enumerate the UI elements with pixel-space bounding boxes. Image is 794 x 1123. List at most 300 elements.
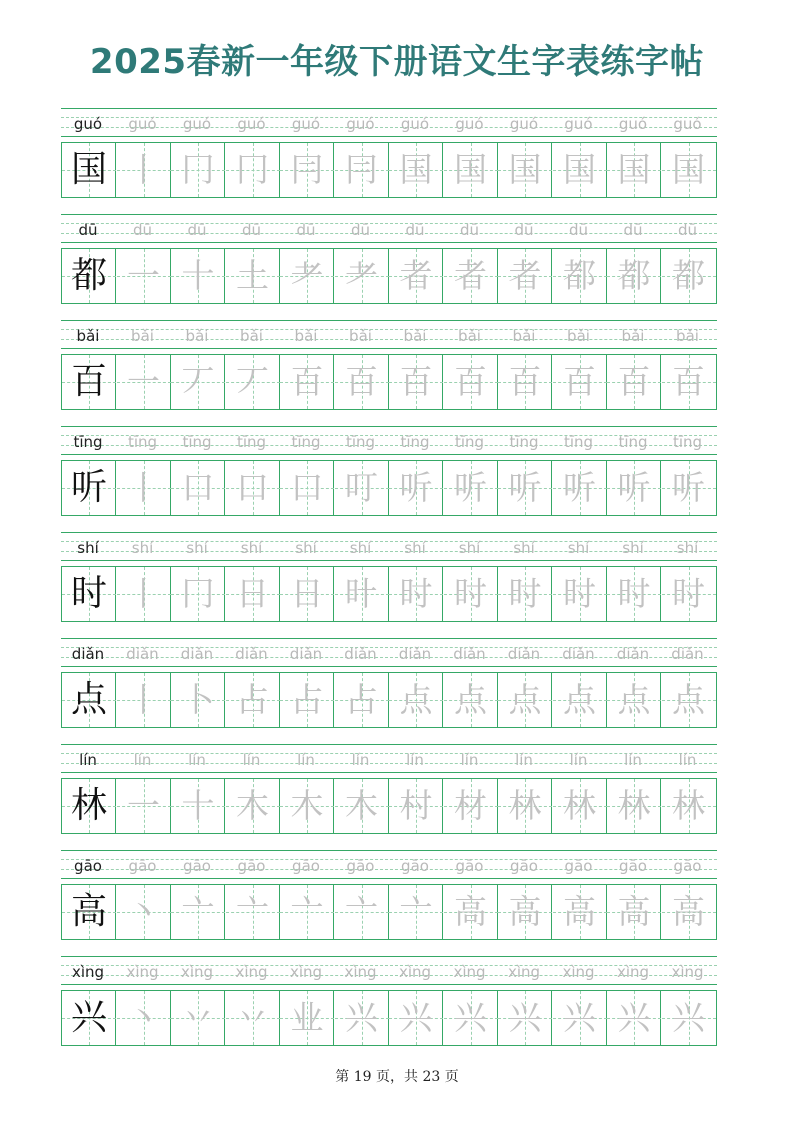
stroke-order-step: 兴 <box>454 998 487 1037</box>
model-cell <box>62 143 116 197</box>
stroke-order-step: 高 <box>672 892 705 931</box>
stroke-order-step: 丷 <box>236 998 269 1037</box>
practice-cell[interactable] <box>117 461 171 515</box>
pinyin-trace: tīng <box>618 433 648 451</box>
stroke-order-step: 亠 <box>345 892 378 931</box>
pinyin-label: tīng <box>73 433 103 451</box>
pinyin-trace: lín <box>678 751 697 769</box>
pinyin-trace: tīng <box>345 433 376 451</box>
stroke-order-step: 占 <box>345 680 378 719</box>
pinyin-trace: dū <box>296 221 316 239</box>
stroke-order-step: 百 <box>454 362 487 401</box>
practice-cell[interactable] <box>171 991 225 1045</box>
stroke-order-step: 卜 <box>181 680 215 719</box>
stroke-order-step: 时 <box>399 574 433 613</box>
practice-cell[interactable] <box>444 143 498 197</box>
stroke-order-step: 叮 <box>345 468 378 507</box>
stroke-order-step: 点 <box>563 680 596 719</box>
pinyin-trace: diǎn <box>507 645 541 663</box>
pinyin-trace: tīng <box>182 433 212 451</box>
pinyin-guide-line <box>61 984 717 985</box>
practice-cell[interactable] <box>389 249 443 303</box>
stroke-order-step: 兴 <box>508 998 542 1037</box>
practice-cell[interactable] <box>280 461 334 515</box>
practice-cell[interactable] <box>335 673 389 727</box>
practice-cell[interactable] <box>226 991 280 1045</box>
stroke-order-step: 者 <box>454 256 487 295</box>
stroke-order-step: 丨 <box>127 680 160 719</box>
stroke-order-step: 兴 <box>399 998 433 1037</box>
practice-cell[interactable] <box>389 567 443 621</box>
pinyin-trace: dū <box>405 221 425 239</box>
pinyin-trace: diǎn <box>671 645 704 663</box>
stroke-order-step: 者 <box>399 256 433 295</box>
practice-cell[interactable] <box>335 461 389 515</box>
stroke-order-step: 国 <box>508 150 542 189</box>
practice-cell[interactable] <box>389 885 443 939</box>
pinyin-trace: tīng <box>236 433 267 451</box>
practice-cell[interactable] <box>335 991 389 1045</box>
stroke-order-step: 冂 <box>181 150 215 189</box>
pinyin-label: diǎn <box>71 645 105 663</box>
pinyin-trace: lín <box>188 751 206 769</box>
stroke-order-step: 百 <box>563 362 596 401</box>
pinyin-guide-line <box>61 454 717 455</box>
pinyin-trace: tīng <box>291 433 321 451</box>
practice-cell[interactable] <box>607 355 661 409</box>
stroke-order-step: 林 <box>672 786 705 825</box>
model-character: 高 <box>70 891 107 932</box>
stroke-order-step: 冂 <box>236 150 269 189</box>
pinyin-trace: bǎi <box>512 327 536 345</box>
stroke-order-step: 高 <box>508 892 542 931</box>
practice-cell[interactable] <box>498 567 552 621</box>
practice-cell[interactable] <box>335 567 389 621</box>
practice-cell[interactable] <box>607 567 661 621</box>
practice-cell[interactable] <box>117 249 171 303</box>
practice-cell[interactable] <box>662 143 716 197</box>
practice-cell[interactable] <box>171 461 225 515</box>
practice-cell[interactable] <box>171 249 225 303</box>
page-number: 第 19 页，共 23 页 <box>335 1069 459 1085</box>
pinyin-trace: diǎn <box>616 645 650 663</box>
practice-cell[interactable] <box>117 355 171 409</box>
practice-cell[interactable] <box>553 249 607 303</box>
practice-cell[interactable] <box>444 249 498 303</box>
stroke-order-step: 日 <box>236 574 269 613</box>
practice-cell[interactable] <box>662 885 716 939</box>
practice-cell[interactable] <box>117 779 171 833</box>
pinyin-trace: xìng <box>671 963 704 981</box>
pinyin-label: shí <box>77 539 99 557</box>
pinyin-trace: shí <box>186 539 208 557</box>
pinyin-trace: gāo <box>455 857 484 875</box>
pinyin-trace: bǎi <box>676 327 699 345</box>
pinyin-trace: gāo <box>673 857 702 875</box>
pinyin-trace: dū <box>187 221 207 239</box>
pinyin-trace: bǎi <box>131 327 154 345</box>
practice-cell[interactable] <box>444 779 498 833</box>
stroke-order-step: 百 <box>617 362 651 401</box>
pinyin-trace: bǎi <box>621 327 645 345</box>
pinyin-trace: diǎn <box>562 645 595 663</box>
stroke-order-step: 点 <box>617 680 651 719</box>
practice-cell[interactable] <box>171 143 225 197</box>
practice-cell[interactable] <box>280 249 334 303</box>
pinyin-trace: tīng <box>509 433 539 451</box>
stroke-order-step: 都 <box>672 256 705 295</box>
stroke-order-step: 时 <box>672 574 705 613</box>
practice-cell[interactable] <box>553 673 607 727</box>
stroke-order-step: 林 <box>617 786 651 825</box>
practice-cell[interactable] <box>226 143 280 197</box>
pinyin-guide-line <box>61 320 717 321</box>
practice-cell[interactable] <box>662 673 716 727</box>
practice-cell[interactable] <box>444 461 498 515</box>
stroke-order-step: 点 <box>508 680 542 719</box>
stroke-order-step: 旪 <box>345 574 378 613</box>
pinyin-guide-line <box>61 666 717 667</box>
pinyin-trace: guó <box>182 115 212 133</box>
stroke-order-step: 材 <box>454 786 487 825</box>
pinyin-label: bǎi <box>76 327 100 345</box>
practice-cell[interactable] <box>662 779 716 833</box>
practice-cell[interactable] <box>662 991 716 1045</box>
practice-cell[interactable] <box>662 355 716 409</box>
stroke-order-step: 高 <box>454 892 487 931</box>
practice-cell[interactable] <box>117 567 171 621</box>
pinyin-guide-line <box>61 772 717 773</box>
practice-row <box>61 426 717 532</box>
practice-cell[interactable] <box>553 885 607 939</box>
pinyin-trace: bǎi <box>349 327 372 345</box>
practice-row <box>61 320 717 426</box>
stroke-order-step: 林 <box>508 786 542 825</box>
stroke-order-step: 木 <box>345 786 378 825</box>
stroke-order-step: 亠 <box>236 892 269 931</box>
practice-cell[interactable] <box>226 779 280 833</box>
pinyin-trace: gāo <box>237 857 266 875</box>
pinyin-trace: diǎn <box>344 645 377 663</box>
pinyin-trace: dū <box>677 221 698 239</box>
pinyin-trace: guó <box>618 115 648 133</box>
practice-cell[interactable] <box>117 143 171 197</box>
pinyin-trace: xìng <box>398 963 432 981</box>
model-character: 点 <box>70 679 107 720</box>
pinyin-trace: lín <box>569 751 588 769</box>
pinyin-trace: diǎn <box>398 645 432 663</box>
pinyin-trace: bǎi <box>458 327 481 345</box>
practice-cell[interactable] <box>498 673 552 727</box>
pinyin-trace: gāo <box>510 857 538 875</box>
pinyin-trace: gāo <box>183 857 211 875</box>
practice-cell[interactable] <box>117 991 171 1045</box>
model-character: 兴 <box>70 997 107 1038</box>
pinyin-trace: dū <box>514 221 534 239</box>
stroke-order-step: 耂 <box>345 256 378 295</box>
pinyin-trace: shí <box>349 539 372 557</box>
stroke-order-step: 冃 <box>345 150 378 189</box>
practice-cell[interactable] <box>498 249 552 303</box>
stroke-order-step: 国 <box>617 150 651 189</box>
pinyin-trace: bǎi <box>567 327 590 345</box>
model-cell <box>62 885 116 939</box>
character-grid <box>61 248 717 304</box>
practice-cell[interactable] <box>662 567 716 621</box>
practice-cell[interactable] <box>389 673 443 727</box>
pinyin-trace: guó <box>673 115 702 133</box>
pinyin-guide-line <box>61 560 717 561</box>
pinyin-label: guó <box>73 115 103 133</box>
pinyin-trace: guó <box>564 115 593 133</box>
pinyin-trace: guó <box>346 115 375 133</box>
pinyin-guide-line <box>61 242 717 243</box>
practice-cell[interactable] <box>553 355 607 409</box>
pinyin-trace: diǎn <box>180 645 214 663</box>
practice-cell[interactable] <box>226 355 280 409</box>
stroke-order-step: 听 <box>454 468 487 507</box>
stroke-order-step: 冃 <box>290 150 324 189</box>
practice-cell[interactable] <box>389 779 443 833</box>
stroke-order-step: 时 <box>508 574 542 613</box>
stroke-order-step: 亠 <box>181 892 215 931</box>
pinyin-trace: xìng <box>453 963 486 981</box>
pinyin-trace: xìng <box>507 963 541 981</box>
practice-cell[interactable] <box>280 885 334 939</box>
practice-cell[interactable] <box>226 461 280 515</box>
character-grid <box>61 460 717 516</box>
model-cell <box>62 567 116 621</box>
pinyin-guide-line <box>61 956 717 957</box>
practice-cell[interactable] <box>226 885 280 939</box>
stroke-order-step: 听 <box>672 468 705 507</box>
stroke-order-step: 丆 <box>181 362 215 401</box>
pinyin-trace: xìng <box>235 963 268 981</box>
stroke-order-step: 兴 <box>617 998 651 1037</box>
model-cell <box>62 249 116 303</box>
practice-cell[interactable] <box>498 885 552 939</box>
page-title: 2025春新一年级下册语文生字表练字帖 <box>89 42 705 82</box>
pinyin-trace: lín <box>624 751 642 769</box>
pinyin-trace: lín <box>515 751 533 769</box>
practice-cell[interactable] <box>444 673 498 727</box>
pinyin-trace: dū <box>568 221 589 239</box>
pinyin-trace: tīng <box>127 433 158 451</box>
practice-cell[interactable] <box>171 673 225 727</box>
pinyin-trace: dū <box>459 221 480 239</box>
practice-cell[interactable] <box>117 885 171 939</box>
pinyin-trace: bǎi <box>240 327 263 345</box>
pinyin-trace: dū <box>132 221 153 239</box>
stroke-order-step: 十 <box>181 786 215 825</box>
pinyin-trace: guó <box>237 115 266 133</box>
practice-cell[interactable] <box>171 567 225 621</box>
pinyin-trace: xìng <box>180 963 214 981</box>
practice-cell[interactable] <box>226 249 280 303</box>
character-grid <box>61 990 717 1046</box>
practice-cell[interactable] <box>607 885 661 939</box>
pinyin-trace: gāo <box>619 857 647 875</box>
practice-cell[interactable] <box>553 779 607 833</box>
character-grid <box>61 778 717 834</box>
practice-cell[interactable] <box>444 885 498 939</box>
model-character: 听 <box>70 467 107 508</box>
stroke-order-step: 耂 <box>290 256 324 295</box>
pinyin-guide-line <box>61 426 717 427</box>
practice-cell[interactable] <box>662 249 716 303</box>
stroke-order-step: 百 <box>399 362 433 401</box>
stroke-order-step: 冂 <box>181 574 215 613</box>
stroke-order-step: 兴 <box>672 998 705 1037</box>
model-cell <box>62 673 116 727</box>
stroke-order-step: 占 <box>290 680 324 719</box>
pinyin-guide-line <box>61 214 717 215</box>
practice-row <box>61 850 717 956</box>
pinyin-trace: tīng <box>563 433 594 451</box>
practice-cell[interactable] <box>280 355 334 409</box>
stroke-order-step: 国 <box>672 150 705 189</box>
pinyin-trace: dū <box>623 221 643 239</box>
pinyin-trace: bǎi <box>185 327 209 345</box>
pinyin-guide-line <box>61 878 717 879</box>
practice-cell[interactable] <box>498 779 552 833</box>
practice-row <box>61 214 717 320</box>
stroke-order-step: 亠 <box>399 892 433 931</box>
practice-cell[interactable] <box>553 567 607 621</box>
pinyin-trace: lín <box>406 751 424 769</box>
stroke-order-step: 木 <box>236 786 269 825</box>
character-grid <box>61 884 717 940</box>
stroke-order-step: 丨 <box>127 468 160 507</box>
practice-cell[interactable] <box>553 461 607 515</box>
pinyin-trace: gāo <box>401 857 429 875</box>
model-cell <box>62 991 116 1045</box>
practice-row <box>61 744 717 850</box>
practice-cell[interactable] <box>280 779 334 833</box>
pinyin-trace: bǎi <box>403 327 427 345</box>
pinyin-trace: guó <box>509 115 539 133</box>
pinyin-trace: xìng <box>344 963 377 981</box>
practice-cell[interactable] <box>226 673 280 727</box>
practice-cell[interactable] <box>335 143 389 197</box>
practice-cell[interactable] <box>498 461 552 515</box>
model-character: 林 <box>70 785 107 826</box>
stroke-order-step: 听 <box>399 468 433 507</box>
pinyin-trace: shí <box>567 539 590 557</box>
practice-cell[interactable] <box>607 673 661 727</box>
pinyin-trace: lín <box>242 751 261 769</box>
model-cell <box>62 461 116 515</box>
model-character: 都 <box>70 255 107 296</box>
pinyin-trace: diǎn <box>235 645 268 663</box>
pinyin-trace: shí <box>622 539 644 557</box>
practice-cell[interactable] <box>171 885 225 939</box>
practice-cell[interactable] <box>226 567 280 621</box>
stroke-order-step: 村 <box>399 786 433 825</box>
stroke-order-step: 百 <box>672 362 705 401</box>
practice-sheet <box>61 108 717 1062</box>
practice-cell[interactable] <box>280 673 334 727</box>
practice-cell[interactable] <box>607 143 661 197</box>
practice-cell[interactable] <box>280 567 334 621</box>
practice-cell[interactable] <box>389 143 443 197</box>
pinyin-guide-line <box>61 108 717 109</box>
practice-cell[interactable] <box>607 249 661 303</box>
pinyin-trace: shí <box>676 539 699 557</box>
stroke-order-step: 听 <box>617 468 651 507</box>
stroke-order-step: 丷 <box>181 998 215 1037</box>
practice-cell[interactable] <box>117 673 171 727</box>
stroke-order-step: 丆 <box>236 362 269 401</box>
practice-cell[interactable] <box>389 355 443 409</box>
pinyin-guide-line <box>61 744 717 745</box>
practice-cell[interactable] <box>607 779 661 833</box>
practice-row <box>61 638 717 744</box>
practice-cell[interactable] <box>335 779 389 833</box>
practice-cell[interactable] <box>171 779 225 833</box>
stroke-order-step: 国 <box>563 150 596 189</box>
pinyin-guide-line <box>61 532 717 533</box>
practice-cell[interactable] <box>389 991 443 1045</box>
pinyin-trace: guó <box>400 115 430 133</box>
model-cell <box>62 779 116 833</box>
practice-cell[interactable] <box>607 461 661 515</box>
pinyin-trace: shí <box>240 539 263 557</box>
practice-cell[interactable] <box>553 143 607 197</box>
stroke-order-step: 都 <box>563 256 596 295</box>
practice-cell[interactable] <box>171 355 225 409</box>
practice-cell[interactable] <box>607 991 661 1045</box>
pinyin-trace: shí <box>131 539 154 557</box>
stroke-order-step: 一 <box>127 786 160 825</box>
pinyin-trace: gāo <box>346 857 375 875</box>
pinyin-guide-line <box>61 136 717 137</box>
practice-cell[interactable] <box>498 143 552 197</box>
practice-cell[interactable] <box>335 249 389 303</box>
stroke-order-step: 口 <box>181 468 215 507</box>
practice-cell[interactable] <box>280 143 334 197</box>
pinyin-trace: lín <box>351 751 370 769</box>
practice-cell[interactable] <box>553 991 607 1045</box>
stroke-order-step: 听 <box>563 468 596 507</box>
practice-cell[interactable] <box>280 991 334 1045</box>
practice-cell[interactable] <box>335 355 389 409</box>
pinyin-trace: lín <box>460 751 479 769</box>
stroke-order-step: 林 <box>563 786 596 825</box>
pinyin-trace: gāo <box>564 857 593 875</box>
model-character: 国 <box>70 149 107 190</box>
pinyin-trace: xìng <box>562 963 595 981</box>
practice-cell[interactable] <box>444 991 498 1045</box>
practice-cell[interactable] <box>498 355 552 409</box>
stroke-order-step: 丶 <box>127 892 160 931</box>
practice-cell[interactable] <box>662 461 716 515</box>
pinyin-trace: shí <box>513 539 535 557</box>
practice-cell[interactable] <box>444 567 498 621</box>
stroke-order-step: 都 <box>617 256 651 295</box>
stroke-order-step: 国 <box>399 150 433 189</box>
practice-cell[interactable] <box>335 885 389 939</box>
pinyin-trace: diǎn <box>453 645 486 663</box>
practice-cell[interactable] <box>444 355 498 409</box>
practice-cell[interactable] <box>498 991 552 1045</box>
pinyin-trace: bǎi <box>294 327 318 345</box>
practice-row <box>61 956 717 1062</box>
pinyin-trace: tīng <box>672 433 703 451</box>
pinyin-label: lín <box>79 751 97 769</box>
practice-cell[interactable] <box>389 461 443 515</box>
pinyin-trace: guó <box>128 115 157 133</box>
